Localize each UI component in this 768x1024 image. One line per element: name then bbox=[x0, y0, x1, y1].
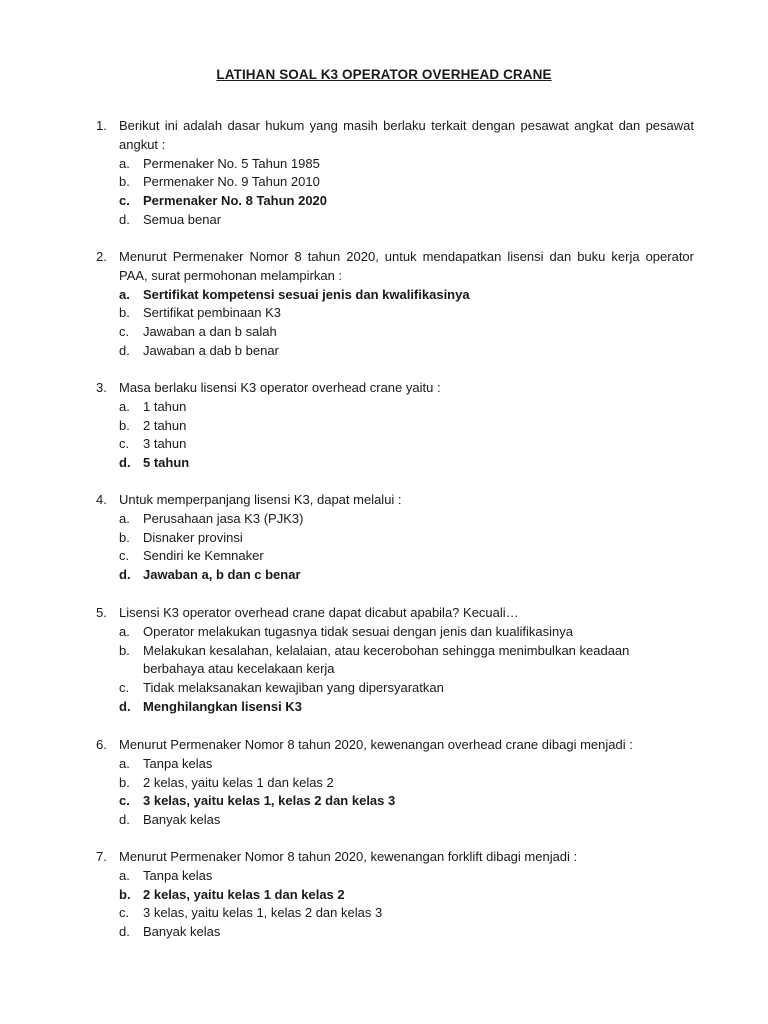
option-letter: c. bbox=[119, 324, 130, 340]
option-text: Tanpa kelas bbox=[143, 755, 213, 771]
option-letter: b. bbox=[119, 529, 130, 545]
option-b bbox=[119, 886, 694, 905]
option-text: Perusahaan jasa K3 (PJK3) bbox=[143, 510, 304, 526]
question-number: 5. bbox=[96, 605, 107, 620]
option-text: Tidak melaksanakan kewajiban yang dipersyaratkan bbox=[143, 680, 444, 696]
option-letter: d. bbox=[119, 698, 131, 714]
option-b bbox=[119, 417, 694, 436]
option-a bbox=[119, 286, 694, 305]
question-stem bbox=[96, 736, 694, 755]
question-text: Berikut ini adalah dasar hukum yang masih berlaku terkait dengan pesawat angkat dan pesawat angkut : bbox=[119, 118, 694, 152]
option-text: Sertifikat pembinaan K3 bbox=[143, 305, 282, 321]
option-b bbox=[119, 173, 694, 192]
question-stem bbox=[96, 248, 694, 286]
option-letter: b. bbox=[119, 305, 130, 321]
question-text: Lisensi K3 operator overhead crane dapat dicabut apabila? Kecuali… bbox=[119, 605, 519, 620]
question-stem bbox=[96, 117, 694, 155]
option-text: Jawaban a, b dan c benar bbox=[143, 567, 301, 583]
option-d bbox=[119, 811, 694, 830]
option-letter: c. bbox=[119, 193, 130, 209]
question-number: 6. bbox=[96, 737, 107, 752]
option-b bbox=[119, 642, 694, 680]
option-text: 2 tahun bbox=[143, 417, 187, 433]
option-letter: a. bbox=[119, 755, 130, 771]
question-3 bbox=[96, 379, 694, 473]
option-d bbox=[119, 566, 694, 585]
option-c bbox=[119, 192, 694, 211]
option-letter: c. bbox=[119, 548, 130, 564]
option-letter: d. bbox=[119, 342, 130, 358]
option-text: Banyak kelas bbox=[143, 924, 221, 940]
option-c bbox=[119, 904, 694, 923]
option-text: 1 tahun bbox=[143, 398, 187, 414]
option-text: Tanpa kelas bbox=[143, 867, 213, 883]
option-letter: a. bbox=[119, 398, 130, 414]
option-c bbox=[119, 435, 694, 454]
option-letter: d. bbox=[119, 211, 130, 227]
option-text: Sendiri ke Kemnaker bbox=[143, 548, 264, 564]
question-number: 3. bbox=[96, 380, 107, 395]
option-d bbox=[119, 342, 694, 361]
question-number: 2. bbox=[96, 249, 107, 264]
option-text: 3 tahun bbox=[143, 436, 187, 452]
option-letter: d. bbox=[119, 924, 130, 940]
option-text: Operator melakukan tugasnya tidak sesuai dengan jenis dan kualifikasinya bbox=[143, 623, 573, 639]
option-b bbox=[119, 304, 694, 323]
option-text: Jawaban a dan b salah bbox=[143, 324, 277, 340]
option-b bbox=[119, 774, 694, 793]
option-d bbox=[119, 923, 694, 942]
option-letter: d. bbox=[119, 455, 131, 471]
question-5 bbox=[96, 604, 694, 717]
question-number: 1. bbox=[96, 118, 107, 133]
option-a bbox=[119, 867, 694, 886]
option-a bbox=[119, 398, 694, 417]
option-d bbox=[119, 454, 694, 473]
question-text: Menurut Permenaker Nomor 8 tahun 2020, untuk mendapatkan lisensi dan buku kerja operator PAA, surat permohonan melampirkan : bbox=[119, 249, 694, 283]
option-letter: b. bbox=[119, 774, 130, 790]
option-text: Melakukan kesalahan, kelalaian, atau kecerobohan sehingga menimbulkan keadaan berbahaya atau kecelakaan kerja bbox=[143, 642, 630, 677]
option-text: 5 tahun bbox=[143, 455, 190, 471]
question-4 bbox=[96, 491, 694, 585]
option-letter: b. bbox=[119, 174, 130, 190]
option-letter: c. bbox=[119, 436, 130, 452]
option-text: 3 kelas, yaitu kelas 1, kelas 2 dan kelas 3 bbox=[143, 793, 396, 809]
option-text: Permenaker No. 8 Tahun 2020 bbox=[143, 193, 328, 209]
option-letter: b. bbox=[119, 642, 130, 658]
option-letter: c. bbox=[119, 905, 130, 921]
question-1 bbox=[96, 117, 694, 230]
option-letter: a. bbox=[119, 155, 130, 171]
document-title: LATIHAN SOAL K3 OPERATOR OVERHEAD CRANE bbox=[216, 67, 552, 82]
option-c bbox=[119, 679, 694, 698]
question-stem bbox=[96, 604, 694, 623]
question-text: Menurut Permenaker Nomor 8 tahun 2020, kewenangan forklift dibagi menjadi : bbox=[119, 849, 578, 864]
option-text: 2 kelas, yaitu kelas 1 dan kelas 2 bbox=[143, 774, 334, 790]
option-text: Disnaker provinsi bbox=[143, 529, 243, 545]
question-stem bbox=[96, 848, 694, 867]
option-a bbox=[119, 155, 694, 174]
option-text: 3 kelas, yaitu kelas 1, kelas 2 dan kelas 3 bbox=[143, 905, 383, 921]
question-text: Menurut Permenaker Nomor 8 tahun 2020, kewenangan overhead crane dibagi menjadi : bbox=[119, 737, 633, 752]
question-6 bbox=[96, 736, 694, 830]
option-text: Jawaban a dab b benar bbox=[143, 342, 279, 358]
question-text: Untuk memperpanjang lisensi K3, dapat melalui : bbox=[119, 492, 402, 507]
option-text: Permenaker No. 9 Tahun 2010 bbox=[143, 174, 320, 190]
option-letter: d. bbox=[119, 567, 131, 583]
option-d bbox=[119, 211, 694, 230]
option-letter: c. bbox=[119, 793, 130, 809]
option-letter: d. bbox=[119, 812, 130, 828]
question-2 bbox=[96, 248, 694, 361]
option-a bbox=[119, 623, 694, 642]
option-d bbox=[119, 698, 694, 717]
option-letter: b. bbox=[119, 417, 130, 433]
option-text: Permenaker No. 5 Tahun 1985 bbox=[143, 155, 320, 171]
option-a bbox=[119, 755, 694, 774]
option-text: Banyak kelas bbox=[143, 812, 221, 828]
option-letter: a. bbox=[119, 867, 130, 883]
question-stem bbox=[96, 379, 694, 398]
option-letter: b. bbox=[119, 886, 131, 902]
option-text: Semua benar bbox=[143, 211, 222, 227]
option-letter: c. bbox=[119, 680, 130, 696]
option-c bbox=[119, 547, 694, 566]
option-letter: a. bbox=[119, 286, 130, 302]
option-text: 2 kelas, yaitu kelas 1 dan kelas 2 bbox=[143, 886, 345, 902]
question-number: 7. bbox=[96, 849, 107, 864]
option-letter: a. bbox=[119, 623, 130, 639]
question-text: Masa berlaku lisensi K3 operator overhead crane yaitu : bbox=[119, 380, 441, 395]
option-c bbox=[119, 323, 694, 342]
question-stem bbox=[96, 491, 694, 510]
option-b bbox=[119, 529, 694, 548]
option-a bbox=[119, 510, 694, 529]
option-text: Menghilangkan lisensi K3 bbox=[143, 698, 302, 714]
option-letter: a. bbox=[119, 510, 130, 526]
question-number: 4. bbox=[96, 492, 107, 507]
option-c bbox=[119, 792, 694, 811]
question-7 bbox=[96, 848, 694, 942]
option-text: Sertifikat kompetensi sesuai jenis dan kwalifikasinya bbox=[143, 286, 470, 302]
